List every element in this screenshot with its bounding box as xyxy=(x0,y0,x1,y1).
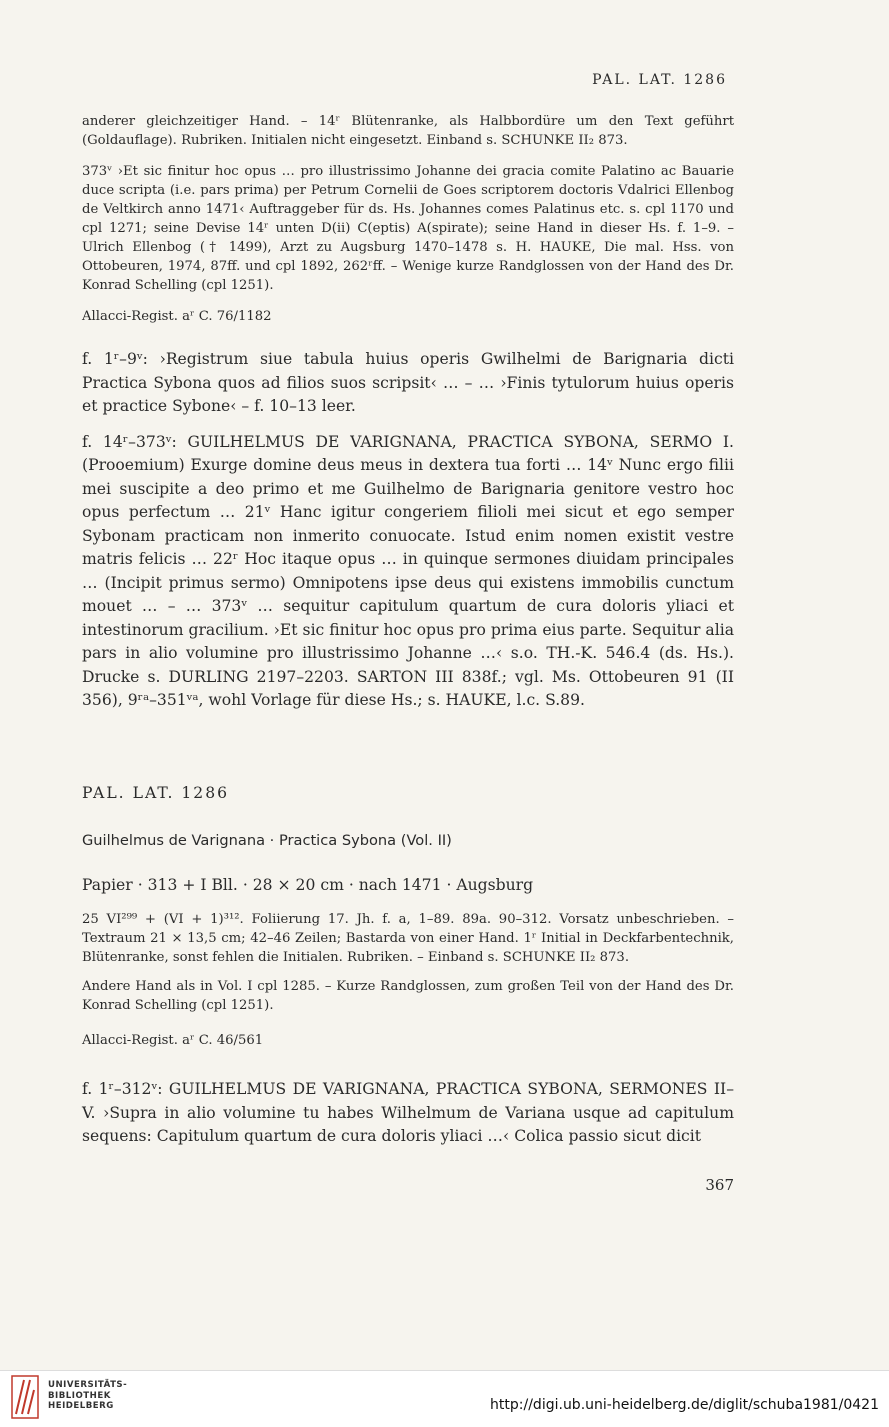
library-logo-icon xyxy=(10,1374,40,1420)
top-block xyxy=(82,112,734,326)
paragraph-practica: f. 14ʳ–373ᵛ: GUILHELMUS DE VARIGNANA, PRACTICA SYBONA, SERMO I. (Prooemium) Exurge domine deus meus in dextera tua forti … 14ᵛ Nunc ergo filii mei suscipite a deo primo et me Guilhelmo de Barignaria genitore vestro hoc opus perfectum … 21ᵛ Hanc igitur congeriem filioli mei sicut et ego semper Sybonam practicam non inmerito conuocate. Istud enim nomen existit vestre matris felicis … 22ʳ Hoc itaque opus … in quinque sermones diuidam principales … (Incipit primus sermo) Omnipotens ipse deus qui existens immobilis cunctum mouet … – … 373ᵛ … sequitur capitulum quartum de cura doloris yliaci et intestinorum gracilium. ›Et sic finitur hoc opus pro prima eius parte. Sequitur alia pars in alio volumine pro illustrissimo Johanne …‹ s.o. TH.-K. 546.4 (ds. Hs.). Drucke s. DURLING 2197–2203. SARTON III 838f.; vgl. Ms. Ottobeuren 91 (II 356), 9ʳᵃ–351ᵛᵃ, wohl Vorlage für diese Hs.; s. HAUKE, l.c. S.89. xyxy=(82,432,734,709)
paragraph-registrum: f. 1ʳ–9ᵛ: ›Registrum siue tabula huius operis Gwilhelmi de Barignaria dicti Practica Sybona quos ad filios suos scripsit‹ … – … ›Finis tytulorum huius operis et practice Sybone‹ – f. 10–13 leer. xyxy=(82,350,734,415)
section-heading: PAL. LAT. 1286 xyxy=(82,784,230,802)
page-number: 367 xyxy=(705,1176,734,1194)
paragraph-allacci-2: Allacci-Regist. aʳ C. 46/561 xyxy=(82,1033,264,1048)
paragraph-sermones: f. 1ʳ–312ᵛ: GUILHELMUS DE VARIGNANA, PRACTICA SYBONA, SERMONES II–V. ›Supra in alio volumine tu habes Wilhelmum de Variana usque ad capitulum sequens: Capitulum quartum de cura doloris yliaci …‹ Colica passio sicut dicit xyxy=(82,1080,734,1145)
section-block xyxy=(82,910,734,1050)
paragraph-collation: 25 VI²⁹⁹ + (VI + 1)³¹². Foliierung 17. Jh. f. a, 1–89. 89a. 90–312. Vorsatz unbeschrieben. – Textraum 21 × 13,5 cm; 42–46 Zeilen; Bastarda von einer Hand. 1ʳ Initial in Deckfarbentechnik, Blütenranke, sonst fehlen die Initialen. Rubriken. – Einband s. SCHUNKE II₂ 873. xyxy=(82,912,734,965)
paragraph-hand: Andere Hand als in Vol. I cpl 1285. – Kurze Randglossen, zum großen Teil von der Hand des Dr. Konrad Schelling (cpl 1251). xyxy=(82,979,734,1013)
running-head: PAL. LAT. 1286 xyxy=(592,72,727,88)
source-url[interactable]: http://digi.ub.uni-heidelberg.de/diglit/schuba1981/0421 xyxy=(490,1397,879,1413)
main-block xyxy=(82,348,734,713)
library-name: UNIVERSITÄTS- BIBLIOTHEK HEIDELBERG xyxy=(48,1380,128,1411)
paragraph-colophon: 373ᵛ ›Et sic finitur hoc opus … pro illustrissimo Johanne dei gracia comite Palatino ac Bauarie duce scripta (i.e. pars prima) per Petrum Cornelii de Goes scriptorem doctoris Vdalrici Ellenbog de Veltkirch anno 1471‹ Auftraggeber für ds. Hs. Johannes comes Palatinus etc. s. cpl 1170 und cpl 1271; seine Devise 14ʳ unten D(ii) C(eptis) A(spirate); seine Hand in dieser Hs. f. 1–9. – Ulrich Ellenbog († 1499), Arzt zu Augsburg 1470–1478 s. H. HAUKE, Die mal. Hss. von Ottobeuren, 1974, 87ff. und cpl 1892, 262ʳff. – Wenige kurze Randglossen von der Hand des Dr. Konrad Schelling (cpl 1251). xyxy=(82,164,734,293)
section-title: Guilhelmus de Varignana · Practica Sybona (Vol. II) xyxy=(82,832,452,849)
last-block xyxy=(82,1078,734,1149)
section-meta: Papier · 313 + I Bll. · 28 × 20 cm · nach 1471 · Augsburg xyxy=(82,876,534,894)
paragraph-binding: anderer gleichzeitiger Hand. – 14ʳ Blütenranke, als Halbbordüre um den Text geführt (Goldauflage). Rubriken. Initialen nicht eingesetzt. Einband s. SCHUNKE II₂ 873. xyxy=(82,114,734,148)
paragraph-allacci: Allacci-Regist. aʳ C. 76/1182 xyxy=(82,309,272,324)
